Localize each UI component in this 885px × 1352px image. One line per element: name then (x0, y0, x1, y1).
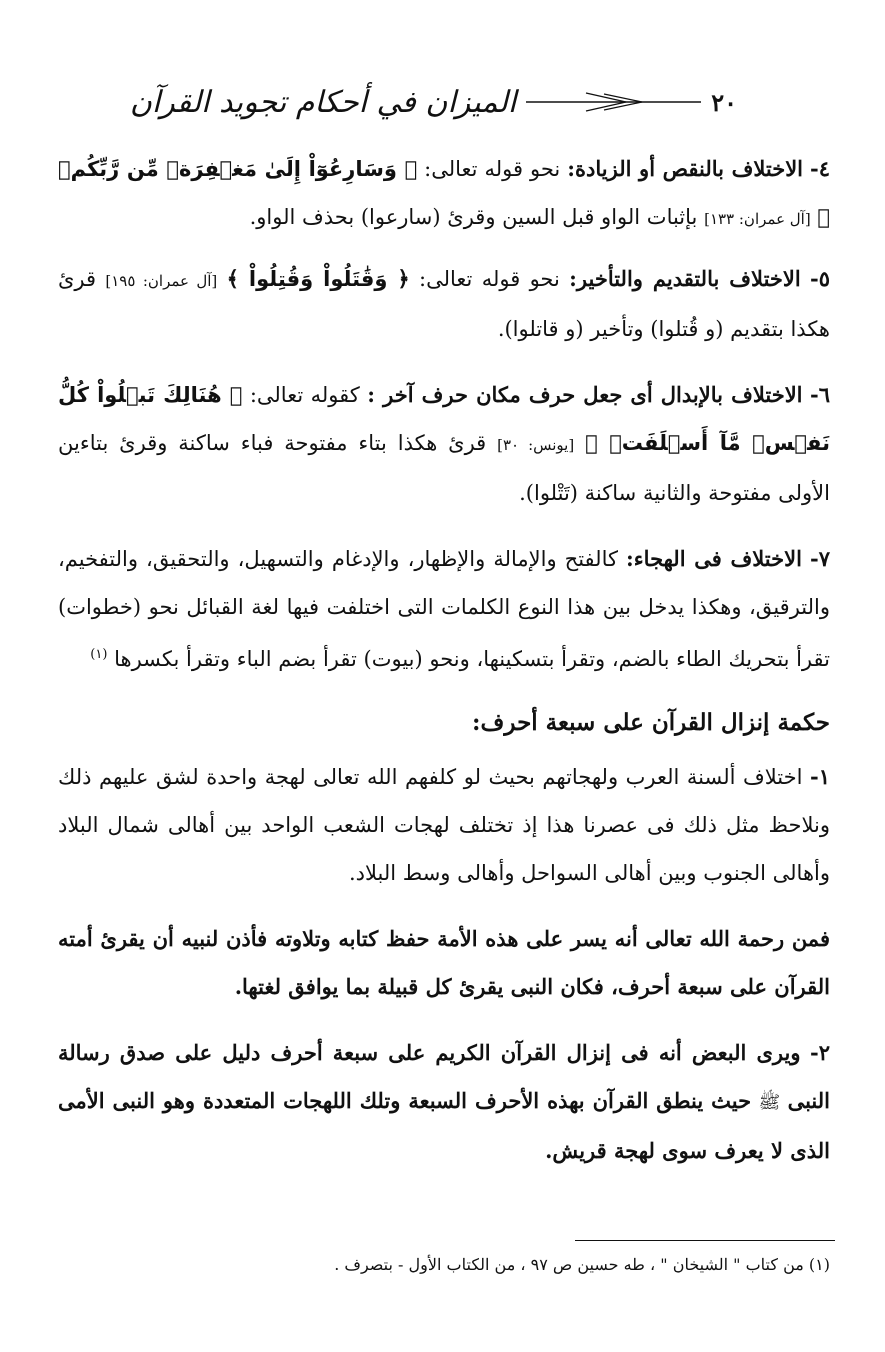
paragraph-6 (58, 371, 830, 517)
item-number: ٢- (810, 1040, 830, 1065)
item-heading: الاختلاف بالنقص أو الزيادة: (567, 156, 804, 181)
verse-intro: نحو قوله تعالى: (419, 267, 560, 291)
item-number: ٧- (810, 546, 830, 571)
item-number: ٤- (810, 156, 830, 181)
item-number: ١- (810, 764, 830, 789)
item-number: ٦- (810, 382, 830, 407)
verse-reference: [آل عمران: ١٣٣] (704, 210, 811, 228)
paragraph-5 (58, 255, 830, 353)
verse-intro: كقوله تعالى: (249, 383, 360, 407)
paragraph-text: اختلاف ألسنة العرب ولهجاتهم بحيث لو كلفهم الله تعالى لهجة واحدة لشق عليهم ذلك ونلاحظ مثل ذلك فى عصرنا هذا إذ تختلف لهجات الشعب الواحد بين أهالى شمال البلاد وأهالى الجنوب وبين أهالى السواحل وأهالى وسط البلاد. (58, 765, 830, 885)
wisdom-2 (58, 1029, 830, 1175)
verse-reference: [آل عمران: ١٩٥] (105, 272, 218, 290)
paragraph-text: ويرى البعض أنه فى إنزال القرآن الكريم على سبعة أحرف دليل على صدق رسالة النبى (58, 1040, 830, 1113)
footnote-divider (575, 1240, 835, 1241)
header-arrow-rule (526, 90, 701, 114)
verse-reference: [يونس: ٣٠] (497, 436, 575, 454)
paragraph-text-continued: حيث ينطق القرآن بهذه الأحرف السبعة وتلك اللهجات المتعددة وهو النبى الأمى الذى لا يعرف سوى لهجة قريش. (58, 1088, 830, 1163)
paragraph-text: كالفتح والإمالة والإظهار، والإدغام والتسهيل، والتحقيق، والتفخيم، والترقيق، وهكذا يدخل بين هذا النوع الكلمات التى اختلفت فيها لغة القبائل نحو (خطوات) تقرأ بتحريك الطاء بالضم، وتقرأ بتسكينها، ونحو (بيوت) تقرأ بضم الباء وتقرأ بكسرها (58, 547, 830, 671)
paragraph-text: بإثبات الواو قبل السين وقرئ (سارعوا) بحذف الواو. (249, 205, 698, 229)
quran-verse: ﴿ هُنَالِكَ تَبۡلُواْ كُلُّ نَفۡسٖ مَّآ أَسۡلَفَتۡ ﴾ (58, 383, 830, 455)
paragraph-text: قرئ هكذا بتاء مفتوحة فباء ساكنة وقرئ بتاءين الأولى مفتوحة والثانية ساكنة (تَتْلوا). (58, 431, 830, 505)
footnote: (١) من كتاب " الشيخان " ، طه حسين ص ٩٧ ، من الكتاب الأول - بتصرف . (334, 1255, 830, 1274)
section-title: حكمة إنزال القرآن على سبعة أحرف: (472, 709, 830, 736)
main-text (58, 145, 830, 1193)
paragraph-7 (58, 535, 830, 683)
paragraph-4 (58, 145, 830, 243)
pbuh-ligature-icon: ﷺ (758, 1092, 781, 1113)
book-title: الميزان في أحكام تجويد القرآن (129, 84, 517, 120)
paragraph-text: فمن رحمة الله تعالى أنه يسر على هذه الأمة حفظ كتابه وتلاوته فأذن لنبيه أن يقرئ أمته القرآن على سبعة أحرف، فكان النبى يقرئ كل قبيلة بما يوافق لغتها. (58, 926, 830, 999)
quran-verse: ﴿ وَقَٰتَلُواْ وَقُتِلُواْ ﴾ (226, 267, 410, 291)
item-heading: الاختلاف بالتقديم والتأخير: (569, 266, 801, 291)
quran-verse: ﴿ وَسَارِعُوٓاْ إِلَىٰ مَغۡفِرَةٖ مِّن رَّبِّكُمۡ ﴾ (58, 157, 830, 229)
footnote-marker: (١) (90, 647, 108, 662)
running-header (120, 80, 737, 124)
item-heading: الاختلاف فى الهجاء: (626, 546, 802, 571)
item-number: ٥- (810, 266, 831, 291)
wisdom-1-continued (58, 915, 830, 1011)
wisdom-1 (58, 753, 830, 897)
paragraph-text: قرئ هكذا بتقديم (و قُتلوا) وتأخير (و قاتلوا). (58, 267, 830, 341)
page-number: ٢٠ (711, 87, 737, 117)
verse-intro: نحو قوله تعالى: (424, 157, 561, 181)
item-heading: الاختلاف بالإبدال أى جعل حرف مكان حرف آخر : (367, 382, 803, 407)
